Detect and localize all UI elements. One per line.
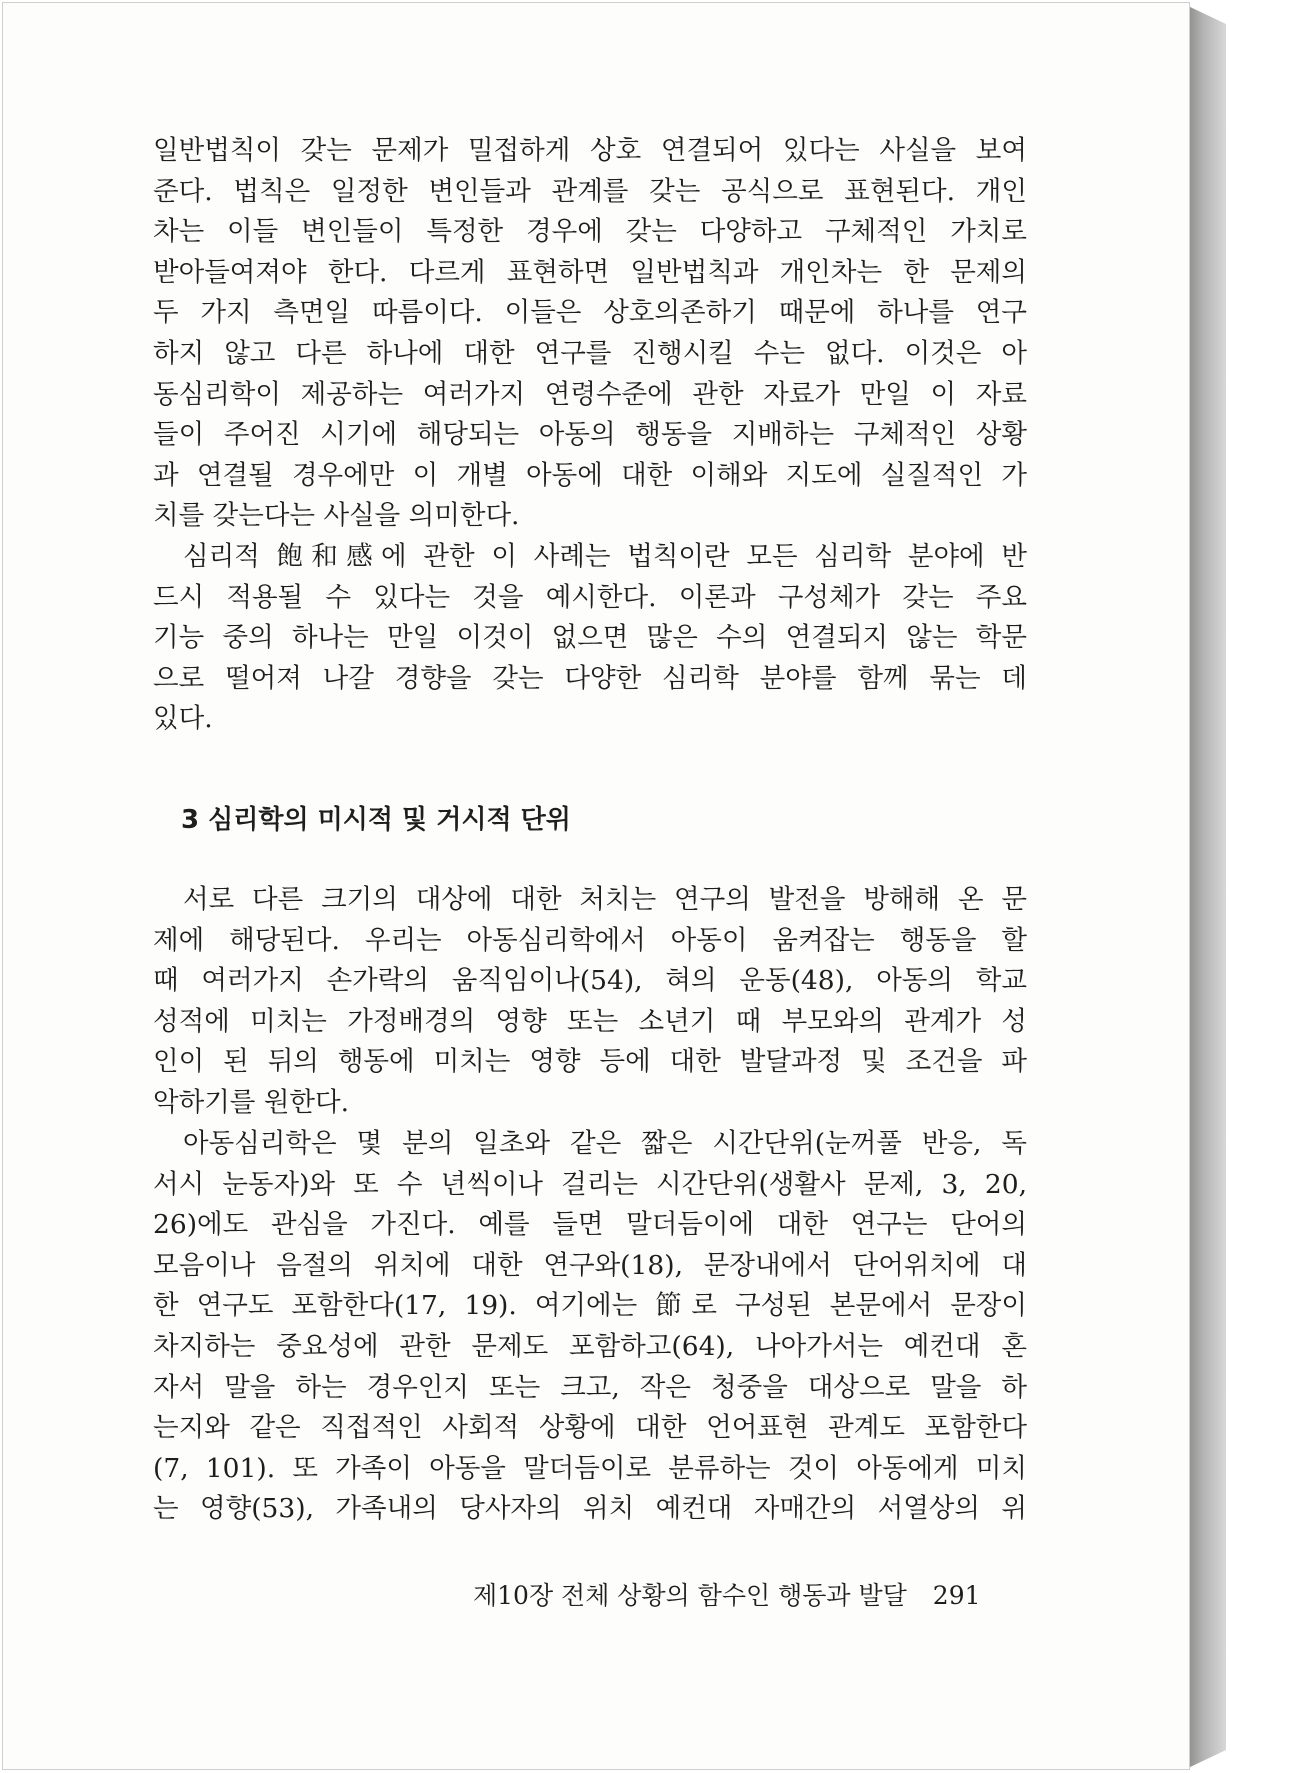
text-line: (7, 101). 또 가족이 아동을 말더듬이로 분류하는 것이 아동에게 미치 xyxy=(153,1452,1027,1484)
text-line: 있다. xyxy=(153,703,213,735)
paragraph-4 xyxy=(153,1124,1027,1530)
text-line: 모음이나 음절의 위치에 대한 연구와(18), 문장내에서 단어위치에 대 xyxy=(153,1249,1027,1281)
text-line: 동심리학이 제공하는 여러가지 연령수준에 관한 자료가 만일 이 자료 xyxy=(153,378,1027,410)
text-line: 는지와 같은 직접적인 사회적 상황에 대한 언어표현 관계도 포함한다 xyxy=(153,1412,1027,1444)
text-line: 자서 말을 하는 경우인지 또는 크고, 작은 청중을 대상으로 말을 하 xyxy=(153,1371,1027,1403)
text-line: 준다. 법칙은 일정한 변인들과 관계를 갖는 공식으로 표현된다. 개인 xyxy=(153,175,1027,207)
text-line: 드시 적용될 수 있다는 것을 예시한다. 이론과 구성체가 갖는 주요 xyxy=(153,581,1027,613)
text-line: 기능 중의 하나는 만일 이것이 없으면 많은 수의 연결되지 않는 학문 xyxy=(153,622,1027,654)
text-line: 는 영향(53), 가족내의 당사자의 위치 예컨대 자매간의 서열상의 위 xyxy=(153,1493,1027,1525)
text-line: 과 연결될 경우에만 이 개별 아동에 대한 이해와 지도에 실질적인 가 xyxy=(153,459,1027,491)
book-page xyxy=(2,2,1190,1770)
running-head: 제10장 전체 상황의 함수인 행동과 발달 xyxy=(473,1581,907,1610)
text-line: 서시 눈동자)와 또 수 년씩이나 걸리는 시간단위(생활사 문제, 3, 20, xyxy=(153,1168,1027,1200)
text-line: 때 여러가지 손가락의 움직임이나(54), 혀의 운동(48), 아동의 학교 xyxy=(153,965,1027,997)
text-line: 하지 않고 다른 하나에 대한 연구를 진행시킬 수는 없다. 이것은 아 xyxy=(153,337,1027,369)
text-line: 한 연구도 포함한다(17, 19). 여기에는 節로 구성된 본문에서 문장이 xyxy=(153,1290,1027,1322)
text-line: 일반법칙이 갖는 문제가 밀접하게 상호 연결되어 있다는 사실을 보여 xyxy=(153,135,1027,166)
text-line: 차는 이들 변인들이 특정한 경우에 갖는 다양하고 구체적인 가치로 xyxy=(153,216,1027,248)
text-line: 두 가지 측면일 따름이다. 이들은 상호의존하기 때문에 하나를 연구 xyxy=(153,297,1027,329)
page-edge-shadow xyxy=(1188,6,1226,1768)
page-footer xyxy=(473,1576,981,1612)
text-line: 악하기를 원한다. xyxy=(153,1086,350,1118)
text-line: 서로 다른 크기의 대상에 대한 처치는 연구의 발전을 방해해 온 문 xyxy=(183,884,1027,915)
text-line: 들이 주어진 시기에 해당되는 아동의 행동을 지배하는 구체적인 상황 xyxy=(153,419,1027,451)
text-line: 제에 해당된다. 우리는 아동심리학에서 아동이 움켜잡는 행동을 할 xyxy=(153,924,1027,956)
text-line: 인이 된 뒤의 행동에 미치는 영향 등에 대한 발달과정 및 조건을 파 xyxy=(153,1046,1027,1078)
text-line: 심리적 飽和感에 관한 이 사례는 법칙이란 모든 심리학 분야에 반 xyxy=(183,541,1027,572)
text-line: 받아들여져야 한다. 다르게 표현하면 일반법칙과 개인차는 한 문제의 xyxy=(153,256,1027,288)
text-line: 치를 갖는다는 사실을 의미한다. xyxy=(153,500,520,532)
page-number: 291 xyxy=(932,1581,981,1610)
paragraph-1 xyxy=(153,131,1027,537)
text-line: 차지하는 중요성에 관한 문제도 포함하고(64), 나아가서는 예컨대 혼 xyxy=(153,1330,1027,1362)
text-line: 으로 떨어져 나갈 경향을 갖는 다양한 심리학 분야를 함께 묶는 데 xyxy=(153,662,1027,694)
paragraph-3 xyxy=(153,880,1027,1124)
text-line: 아동심리학은 몇 분의 일초와 같은 짧은 시간단위(눈꺼풀 반응, 독 xyxy=(183,1128,1027,1159)
text-line: 성적에 미치는 가정배경의 영향 또는 소년기 때 부모와의 관계가 성 xyxy=(153,1005,1027,1037)
text-line: 26)에도 관심을 가진다. 예를 들면 말더듬이에 대한 연구는 단어의 xyxy=(153,1209,1027,1241)
section-heading: 3 심리학의 미시적 및 거시적 단위 xyxy=(181,805,571,835)
paragraph-2 xyxy=(153,537,1027,740)
